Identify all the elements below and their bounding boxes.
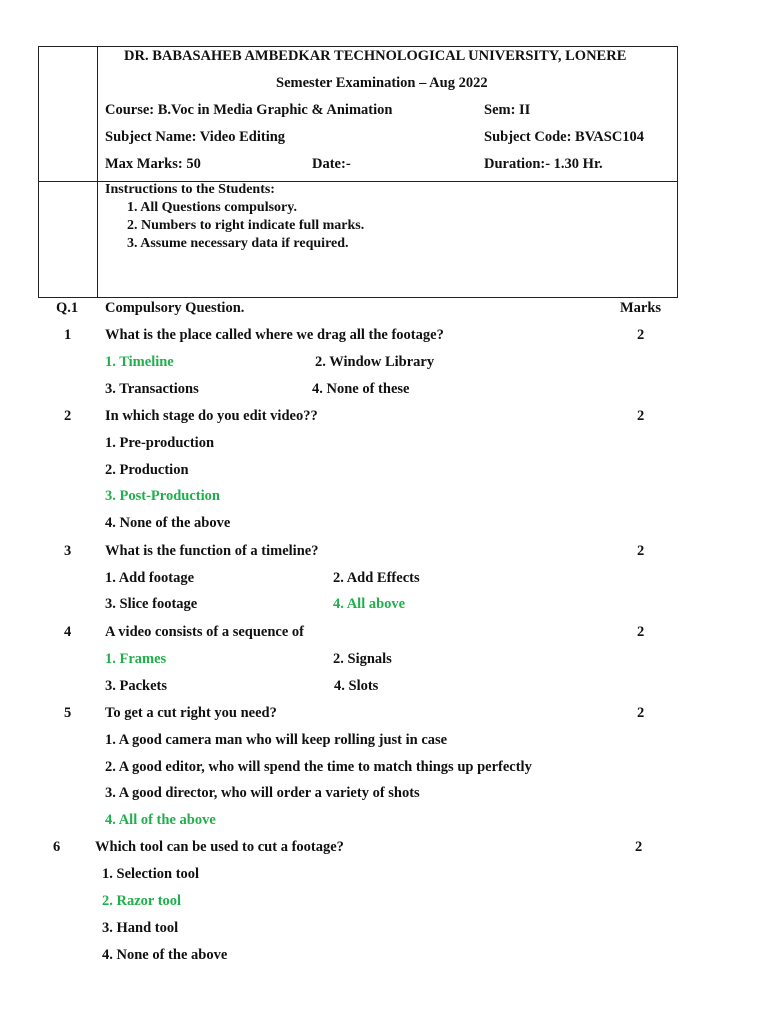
question-marks: 2 (637, 327, 645, 343)
course: Course: B.Voc in Media Graphic & Animation (105, 102, 393, 118)
header-box-left (38, 46, 39, 298)
question-marks: 2 (635, 839, 643, 855)
question-number: 2 (64, 408, 72, 424)
section-title: Compulsory Question. (105, 300, 245, 316)
question-marks: 2 (637, 624, 645, 640)
question-text: To get a cut right you need? (105, 705, 277, 721)
instruction-item: 3. Assume necessary data if required. (127, 236, 349, 251)
semester: Sem: II (484, 102, 531, 118)
option: 3. Slice footage (105, 596, 198, 612)
option-correct: 1. Frames (105, 651, 167, 667)
option: 4. None of the above (105, 515, 231, 531)
max-marks: Max Marks: 50 (105, 156, 201, 172)
option: 2. Production (105, 462, 189, 478)
header-box-bottom (38, 297, 678, 298)
university-name: DR. BABASAHEB AMBEDKAR TECHNOLOGICAL UNIVERSITY, LONERE (124, 48, 627, 64)
option-correct: 4. All of the above (105, 812, 216, 828)
exam-title: Semester Examination – Aug 2022 (276, 75, 488, 91)
option: 1. Selection tool (102, 866, 200, 882)
question-number: 3 (64, 543, 72, 559)
question-text: A video consists of a sequence of (105, 624, 304, 640)
option: 3. Transactions (105, 381, 199, 397)
marks-header: Marks (620, 300, 662, 316)
option: 3. A good director, who will order a variety of shots (105, 785, 420, 801)
subject-name: Subject Name: Video Editing (105, 129, 286, 145)
question-number: 1 (64, 327, 72, 343)
exam-date: Date:- (312, 156, 351, 172)
option: 2. Signals (333, 651, 392, 667)
header-box-inner (97, 46, 98, 298)
option-correct: 1. Timeline (105, 354, 174, 370)
question-number: 6 (53, 839, 61, 855)
instruction-item: 2. Numbers to right indicate full marks. (127, 218, 365, 233)
option: 2. Add Effects (333, 570, 420, 586)
option-correct: 4. All above (333, 596, 406, 612)
question-marks: 2 (637, 543, 645, 559)
option: 4. Slots (334, 678, 379, 694)
option: 2. Window Library (315, 354, 435, 370)
section-number: Q.1 (56, 300, 79, 316)
option: 2. A good editor, who will spend the time to match things up perfectly (105, 759, 532, 775)
question-number: 4 (64, 624, 72, 640)
header-box-right (677, 46, 678, 298)
option: 4. None of the above (102, 947, 228, 963)
option: 3. Hand tool (102, 920, 179, 936)
question-text: In which stage do you edit video?? (105, 408, 318, 424)
option: 1. A good camera man who will keep rolling just in case (105, 732, 448, 748)
option-correct: 3. Post-Production (105, 488, 220, 504)
option: 4. None of these (312, 381, 410, 397)
question-text: Which tool can be used to cut a footage? (95, 839, 344, 855)
question-marks: 2 (637, 408, 645, 424)
subject-code: Subject Code: BVASC104 (484, 129, 645, 145)
question-marks: 2 (637, 705, 645, 721)
duration: Duration:- 1.30 Hr. (484, 156, 603, 172)
option: 1. Add footage (105, 570, 195, 586)
option: 3. Packets (105, 678, 168, 694)
question-number: 5 (64, 705, 72, 721)
instruction-item: 1. All Questions compulsory. (127, 200, 297, 215)
question-text: What is the place called where we drag all the footage? (105, 327, 444, 343)
option: 1. Pre-production (105, 435, 215, 451)
question-text: What is the function of a timeline? (105, 543, 319, 559)
instructions-title: Instructions to the Students: (105, 182, 275, 197)
option-correct: 2. Razor tool (102, 893, 182, 909)
